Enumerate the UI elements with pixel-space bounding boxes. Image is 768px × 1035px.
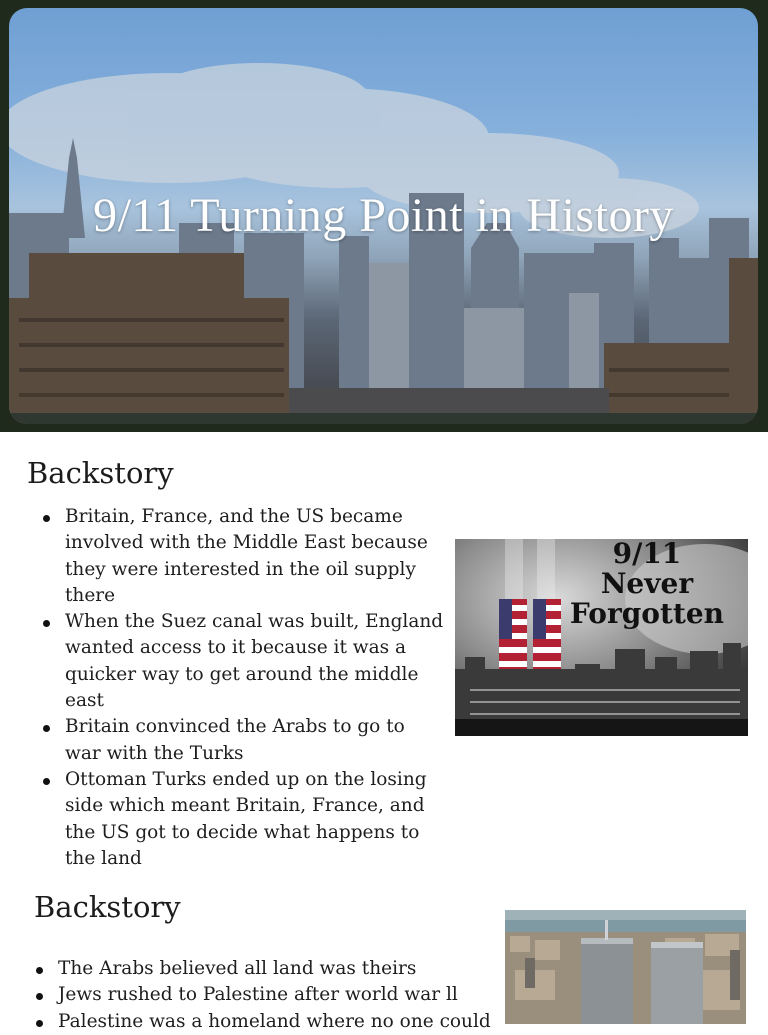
title-slide [0, 0, 768, 432]
slide-title: 9/11 Turning Point in History [93, 189, 674, 242]
list-item: When the Suez canal was built, England wanted access to it because it was a quicker way to get around the middle east [35, 609, 445, 714]
list-item: Britain convinced the Arabs to go to war with the Turks [35, 714, 445, 767]
aerial-illustration [505, 910, 746, 1024]
list-item: Ottoman Turks ended up on the losing side which meant Britain, France, and the US got to decide what happens to the land [35, 767, 445, 872]
bullet-icon [36, 1020, 43, 1027]
poster-caption [570, 539, 724, 629]
bullet-icon [43, 778, 50, 785]
city-skyline-smoke-photo [9, 8, 758, 424]
bullet-icon [43, 725, 50, 732]
slide-heading: Backstory [34, 890, 181, 924]
list-item: Palestine was a homeland where no one could [28, 1009, 498, 1035]
bullet-icon [36, 993, 43, 1000]
bullet-icon [43, 515, 50, 522]
poster-line: Forgotten [569, 597, 724, 630]
bullet-list [35, 504, 445, 872]
backstory-slide-1 [0, 432, 768, 872]
twin-towers-aerial-photo [505, 910, 746, 1024]
list-item: The Arabs believed all land was theirs [28, 956, 498, 982]
backstory-slide-2 [0, 872, 768, 1032]
poster-line: Never [600, 567, 694, 600]
slide-heading: Backstory [27, 456, 174, 490]
bullet-icon [36, 967, 43, 974]
never-forgotten-poster [455, 539, 748, 736]
list-item: Jews rushed to Palestine after world war ll [28, 982, 498, 1008]
ground-shadow [9, 413, 758, 424]
bullet-list [28, 956, 498, 1035]
bullet-icon [43, 620, 50, 627]
poster-line: 9/11 [612, 539, 682, 570]
list-item: Britain, France, and the US became involved with the Middle East because they were interested in the oil supply there [35, 504, 445, 609]
